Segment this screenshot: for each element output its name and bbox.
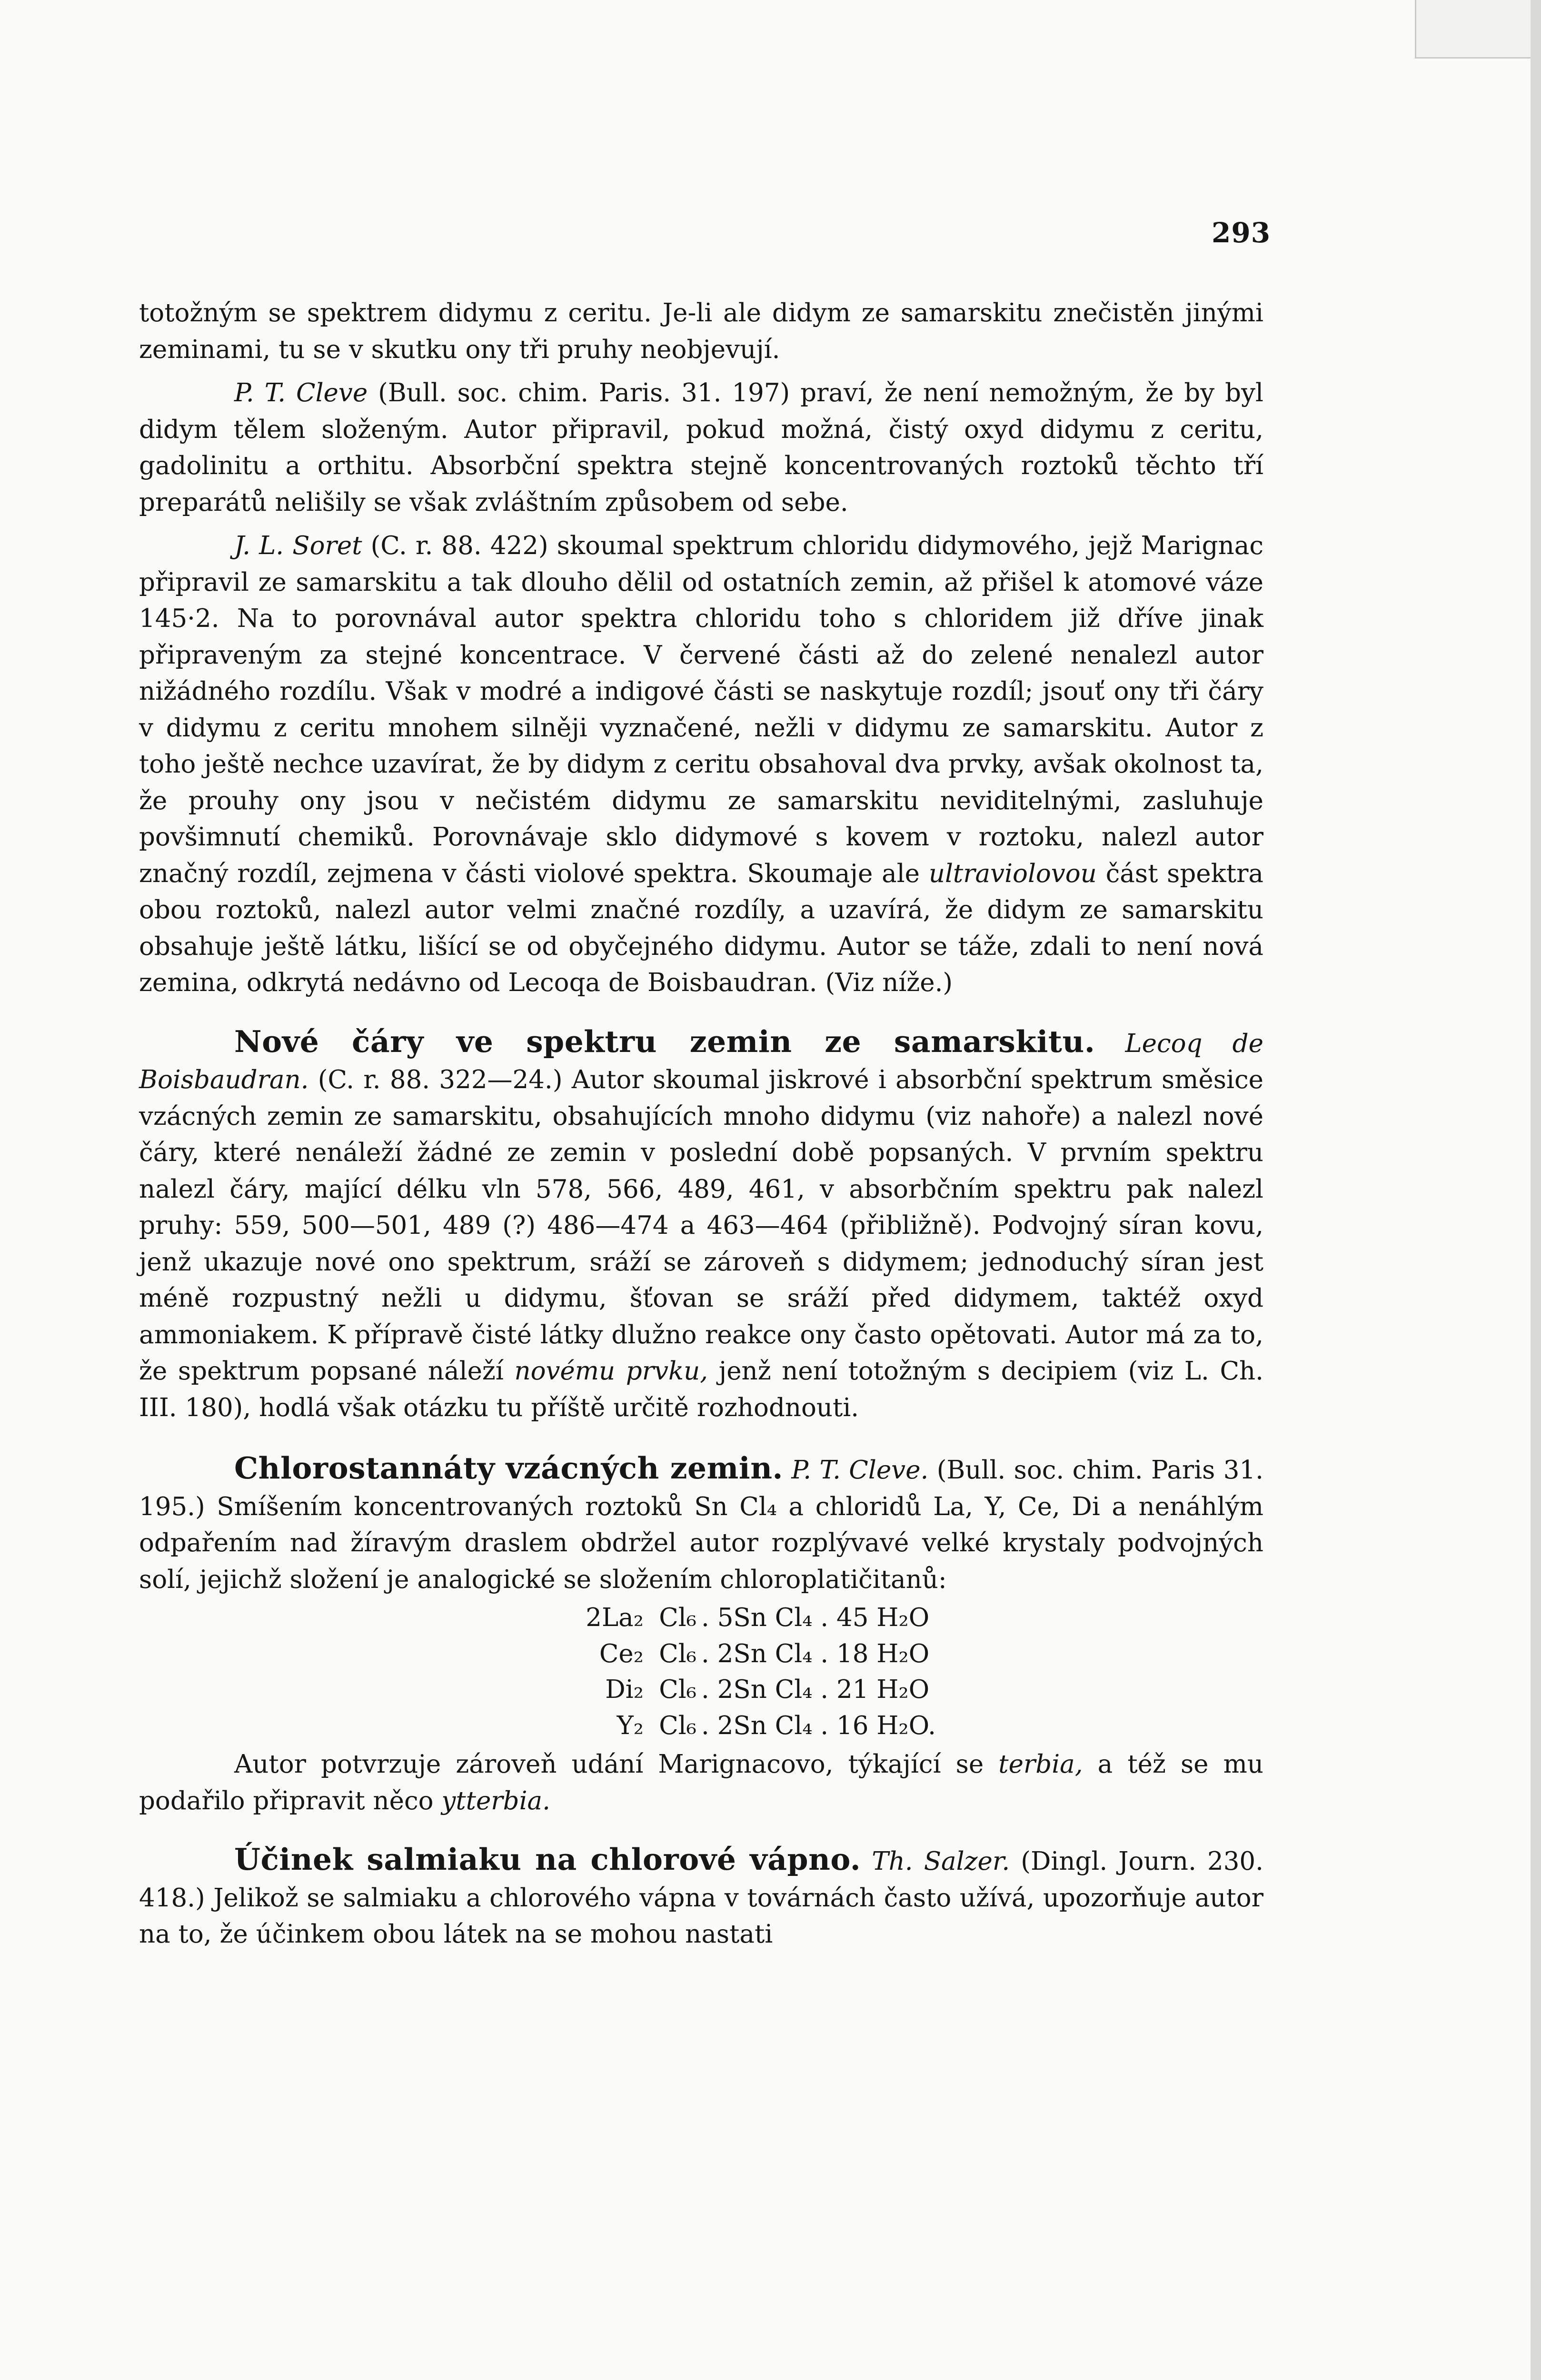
formula-cation: Y₂	[616, 1711, 644, 1740]
paragraph-cleve	[139, 375, 1263, 521]
section-salmiak-text: (Dingl. Journ. 230. 418.) Jelikož se salmiaku a chlorového vápna v továrnách často užívá, upozorňuje autor na to, že účinkem obou látek na se mohou nastati	[139, 1847, 1263, 1949]
italic-novemu-prvku: novému prvku,	[514, 1357, 708, 1386]
author-soret: J. L. Soret	[234, 531, 362, 560]
formula-rest: . 5Sn Cl₄ . 45 H₂O	[701, 1603, 930, 1632]
italic-ytterbia: ytterbia.	[441, 1786, 550, 1815]
formula-cation: Ce₂	[599, 1639, 644, 1668]
italic-terbia: terbia,	[998, 1750, 1083, 1779]
paragraph-soret-text-b: část spektra obou roztoků, nalezl autor velmi značné rozdíly, a uzavírá, že didym ze samarskitu obsahuje ještě látku, lišící se od obyčejného didymu. Autor se táže, zdali to není nová zemina, odkrytá nedávno od Lecoqa de Boisbaudran. (Viz níže.)	[139, 859, 1263, 997]
author-cleve: P. T. Cleve	[234, 378, 368, 407]
formula-chloride: Cl₆	[659, 1711, 696, 1740]
paragraph-soret	[139, 528, 1263, 1002]
page-number: 293	[1212, 217, 1271, 249]
section-new-lines-text-b: jenž není totožným s decipiem (viz L. Ch. III. 180), hodlá však otázku tu příště určitě rozhodnouti.	[139, 1357, 1263, 1422]
section-heading-salmiak: Účinek salmiaku na chlorové vápno.	[234, 1842, 861, 1877]
formula-chloride: Cl₆	[659, 1675, 696, 1704]
section-chlorostannates-text: (Bull. soc. chim. Paris 31. 195.) Smíšením koncentrovaných roztoků Sn Cl₄ a chloridů La, Y, Ce, Di a nenáhlým odpařením nad žíravým draslem obdržel autor rozplývavé velké krystaly podvojných solí, jejichž složení je analogické se složením chloroplatičitanů:	[139, 1456, 1263, 1594]
formula-cation: 2La₂	[586, 1603, 644, 1632]
section-heading-new-lines: Nové čáry ve spektru zemin ze samarskitu.	[234, 1023, 1095, 1059]
paragraph-cleve-text: (Bull. soc. chim. Paris. 31. 197) praví, že není nemožným, že by byl didym tělem složeným. Autor připravil, pokud možná, čistý oxyd didymu z ceritu, gadolinitu a orthitu. Absorbční spektra stejně koncentrovaných roztoků těchto tří preparátů nelišily se však zvláštním způsobem od sebe.	[139, 378, 1263, 517]
paragraph-marignac-text-b: a též se mu podařilo připravit něco	[139, 1750, 1263, 1815]
author-lecoq: Lecoq de Boisbaudran.	[139, 1029, 1263, 1094]
formula-row	[139, 1636, 1263, 1672]
section-heading-chlorostannates: Chlorostannáty vzácných zemin.	[234, 1450, 783, 1486]
italic-ultraviolovou: ultraviolovou	[928, 859, 1097, 888]
formula-row	[139, 1672, 1263, 1708]
formula-rest: . 2Sn Cl₄ . 18 H₂O	[701, 1639, 930, 1668]
formula-chloride: Cl₆	[659, 1603, 696, 1632]
formula-chloride: Cl₆	[659, 1639, 696, 1668]
paragraph-marignac	[139, 1746, 1263, 1819]
section-new-lines-text-a: (C. r. 88. 322—24.) Autor skoumal jiskrové i absorbční spektrum směsice vzácných zemin ze samarskitu, obsahujících mnoho didymu (viz nahoře) a nalezl nové čáry, které nenáleží žádné ze zemin v poslední době popsaných. V prvním spektru nalezl čáry, mající délku vln 578, 566, 489, 461, v absorbčním spektru pak nalezl pruhy: 559, 500—501, 489 (?) 486—474 a 463—464 (přibližně). Podvojný síran kovu, jenž ukazuje nové ono spektrum, sráží se zároveň s didymem; jednoduchý síran jest méně rozpustný nežli u didymu, šťovan se sráží před didymem, taktéž oxyd ammoniakem. K přípravě čisté látky dlužno reakce ony často opětovati. Autor má za to, že spektrum popsané náleží	[139, 1065, 1263, 1386]
paragraph-didym-intro: totožným se spektrem didymu z ceritu. Je-li ale didym ze samarskitu znečistěn jinými zeminami, tu se v skutku ony tři pruhy neobjevují.	[139, 298, 1263, 364]
formula-rest: . 2Sn Cl₄ . 21 H₂O	[701, 1675, 930, 1704]
formula-row	[139, 1708, 1263, 1744]
section-chlorostannates	[139, 1450, 1263, 1598]
scan-corner-artifact	[1415, 0, 1531, 59]
scan-edge-artifact	[1531, 0, 1541, 2380]
author-salzer: Th. Salzer.	[872, 1847, 1010, 1876]
section-new-lines	[139, 1023, 1263, 1427]
formula-cation: Di₂	[605, 1675, 644, 1704]
author-cleve-2: P. T. Cleve.	[791, 1456, 929, 1485]
paragraph-soret-text-a: (C. r. 88. 422) skoumal spektrum chloridu didymového, jejž Marignac připravil ze samarskitu a tak dlouho dělil od ostatních zemin, až přišel k atomové váze 145·2. Na to porovnával autor spektra chloridu toho s chloridem již dříve jinak připraveným za stejné koncentrace. V červené části až do zelené nenalezl autor nižádného rozdílu. Však v modré a indigové části se naskytuje rozdíl; jsouť ony tři čáry v didymu z ceritu mnohem silněji vyznačené, nežli v didymu ze samarskitu. Autor z toho ještě nechce uzavírat, že by didym z ceritu obsahoval dva prvky, avšak okolnost ta, že prouhy ony jsou v nečistém didymu ze samarskitu neviditelnými, zasluhuje povšimnutí chemiků. Porovnávaje sklo didymové s kovem v roztoku, nalezl autor značný rozdíl, zejmena v části violové spektra. Skoumaje ale	[139, 531, 1263, 888]
paragraph-marignac-text-a: Autor potvrzuje zároveň udání Marignacovo, týkající se	[234, 1750, 999, 1779]
page-content	[139, 295, 1263, 1953]
formula-rest: . 2Sn Cl₄ . 16 H₂O.	[701, 1711, 936, 1740]
section-salmiak	[139, 1841, 1263, 1953]
formula-row	[139, 1600, 1263, 1636]
formula-block	[139, 1600, 1263, 1744]
